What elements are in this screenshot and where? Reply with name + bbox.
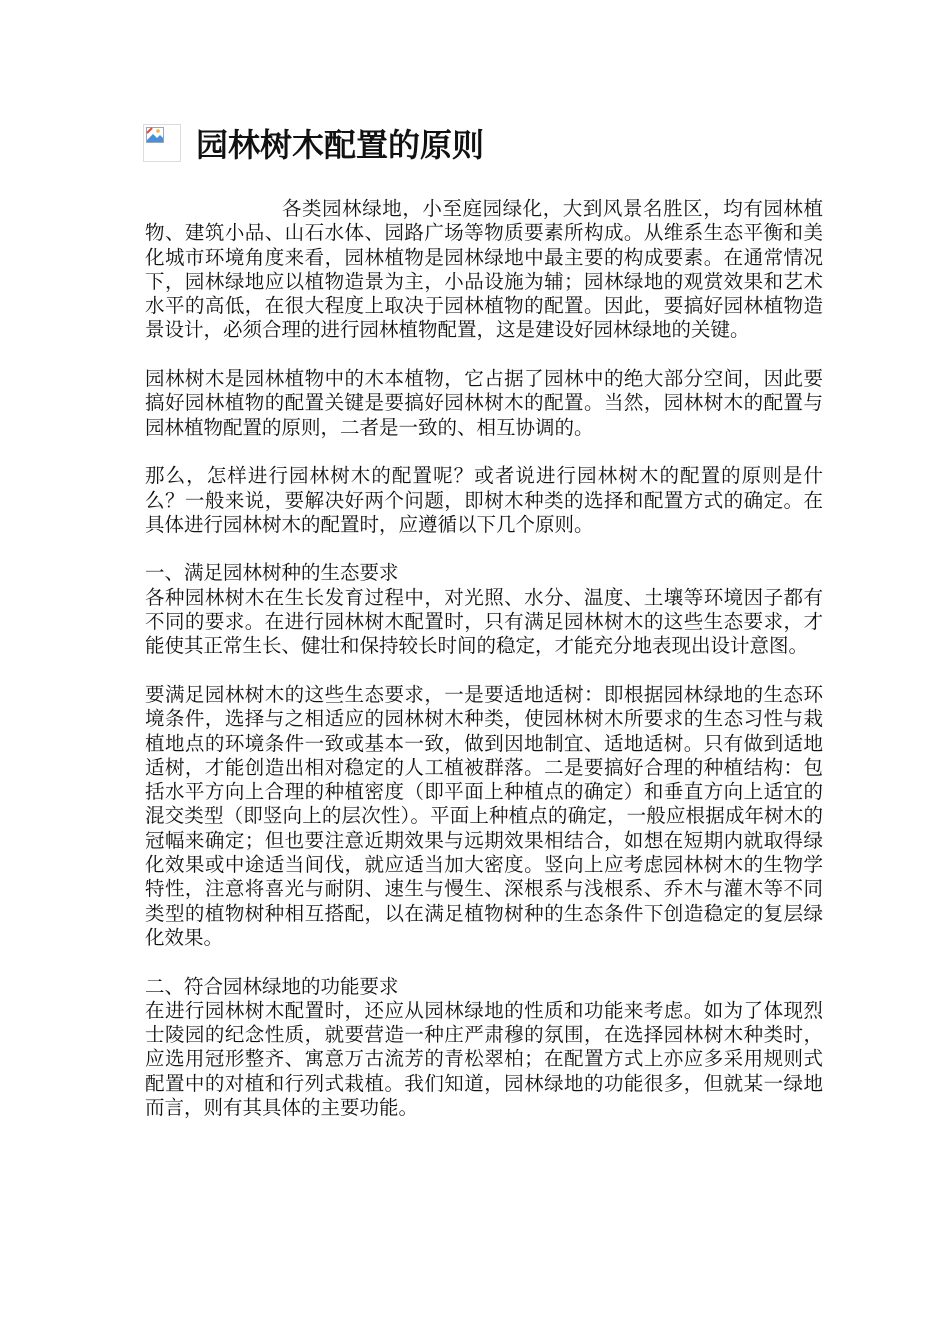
paragraph-trees: 园林树木是园林植物中的木本植物，它占据了园林中的绝大部分空间，因此要搞好园林植物的配置关键是要搞好园林树木的配置。当然，园林树木的配置与园林植物配置的原则，二者是一致的、相互协调的。 [145, 367, 823, 439]
paragraph-intro: 各类园林绿地，小至庭园绿化，大到风景名胜区，均有园林植物、建筑小品、山石水体、园路广场等物质要素所构成。从维系生态平衡和美化城市环境角度来看，园林植物是园林绿地中最主要的构成要素。在通常情况下，园林绿地应以植物造景为主，小品设施为辅；园林绿地的观赏效果和艺术水平的高低，在很大程度上取决于园林植物的配置。因此，要搞好园林植物造景设计，必须合理的进行园林植物配置，这是建设好园林绿地的关键。 [145, 197, 823, 342]
section-heading-function: 二、符合园林绿地的功能要求 [145, 974, 399, 998]
document-body [145, 197, 823, 1120]
section-heading-ecology: 一、满足园林树种的生态要求 [145, 561, 399, 585]
paragraph-ecology-detail: 要满足园林树木的这些生态要求，一是要适地适树：即根据园林绿地的生态环境条件，选择与之相适应的园林树木种类，使园林树木所要求的生态习性与栽植地点的环境条件一致或基本一致，做到因地制宜、适地适树。只有做到适地适树，才能创造出相对稳定的人工植被群落。二是要搞好合理的种植结构：包括水平方向上合理的种植密度（即平面上种植点的确定）和垂直方向上适宜的混交类型（即竖向上的层次性）。平面上种植点的确定，一般应根据成年树木的冠幅来确定；但也要注意近期效果与远期效果相结合，如想在短期内就取得绿化效果或中途适当间伐，就应适当加大密度。竖向上应考虑园林树木的生物学特性，注意将喜光与耐阴、速生与慢生、深根系与浅根系、乔木与灌木等不同类型的植物树种相互搭配，以在满足植物树种的生态条件下创造稳定的复层绿化效果。 [145, 682, 823, 949]
paragraph-principles: 那么，怎样进行园林树木的配置呢？或者说进行园林树木的配置的原则是什么？一般来说，要解决好两个问题，即树木种类的选择和配置方式的确定。在具体进行园林树木的配置时，应遵循以下几个原则。 [145, 464, 823, 536]
broken-image-icon [146, 127, 164, 143]
image-placeholder-icon [143, 124, 181, 162]
paragraph-ecology: 各种园林树木在生长发育过程中，对光照、水分、温度、土壤等环境因子都有不同的要求。在进行园林树木配置时，只有满足园林树木的这些生态要求，才能使其正常生长、健壮和保持较长时间的稳定，才能充分地表现出设计意图。 [145, 585, 823, 658]
title-row [143, 124, 823, 166]
paragraph-function: 在进行园林树木配置时，还应从园林绿地的性质和功能来考虑。如为了体现烈士陵园的纪念性质，就要营造一种庄严肃穆的氛围，在选择园林树木种类时，应选用冠形整齐、寓意万古流芳的青松翠柏；在配置方式上亦应多采用规则式配置中的对植和行列式栽植。我们知道，园林绿地的功能很多，但就某一绿地而言，则有其具体的主要功能。 [145, 998, 823, 1119]
document-title: 园林树木配置的原则 [196, 126, 485, 164]
